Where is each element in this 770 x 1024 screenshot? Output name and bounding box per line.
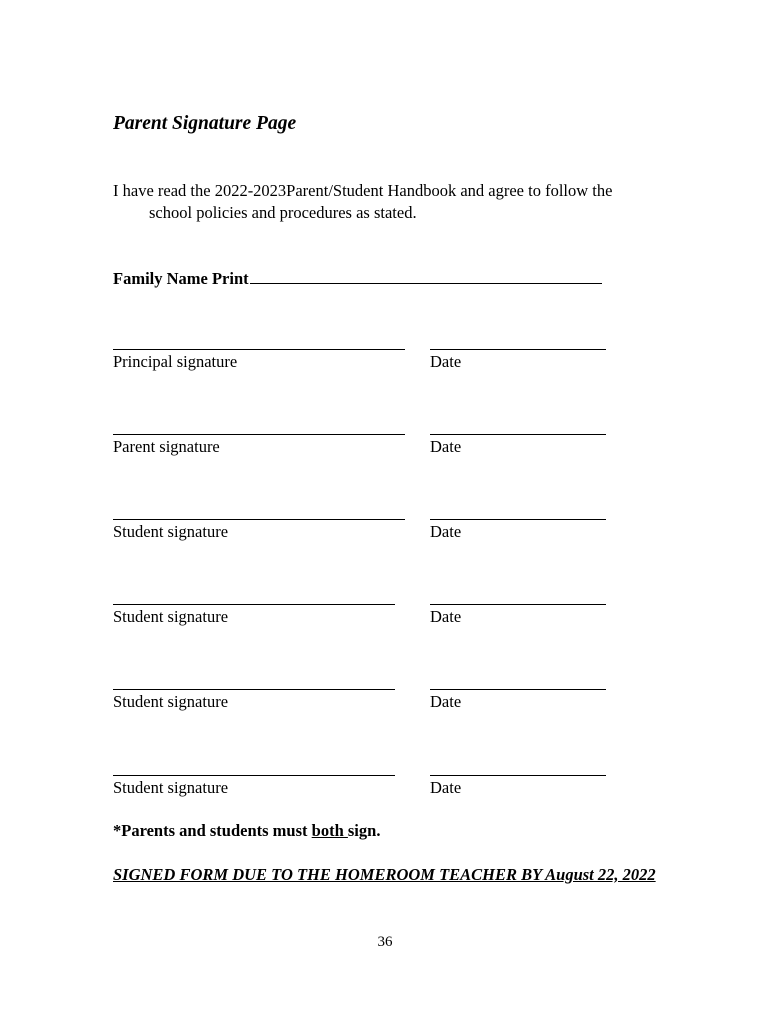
- signature-line[interactable]: [113, 519, 405, 520]
- date-label: Date: [430, 437, 462, 456]
- note-prefix: *Parents and students must: [113, 821, 312, 840]
- signature-label: Principal signature: [113, 352, 238, 371]
- date-label: Date: [430, 352, 462, 371]
- signature-line[interactable]: [113, 689, 395, 690]
- signature-line[interactable]: [113, 434, 405, 435]
- page-number: 36: [377, 934, 393, 950]
- family-name-line[interactable]: [250, 267, 602, 284]
- signature-label: Student signature: [113, 692, 229, 711]
- date-line[interactable]: [430, 519, 606, 520]
- family-name-field: [113, 267, 602, 289]
- intro-text-line-2: school policies and procedures as stated.: [149, 203, 417, 222]
- page-title: Parent Signature Page: [113, 113, 297, 134]
- intro-text-line-1: I have read the 2022-2023Parent/Student Handbook and agree to follow the: [113, 181, 613, 200]
- date-line[interactable]: [430, 434, 606, 435]
- signature-line[interactable]: [113, 604, 395, 605]
- signing-note: [113, 821, 380, 841]
- date-line[interactable]: [430, 604, 606, 605]
- date-label: Date: [430, 522, 462, 541]
- signature-line[interactable]: [113, 349, 405, 350]
- signature-label: Parent signature: [113, 437, 220, 456]
- note-emphasis: both: [311, 821, 348, 840]
- signature-line[interactable]: [113, 775, 395, 776]
- date-line[interactable]: [430, 349, 606, 350]
- date-label: Date: [430, 692, 462, 711]
- signature-label: Student signature: [113, 607, 229, 626]
- signature-label: Student signature: [113, 522, 229, 541]
- date-line[interactable]: [430, 689, 606, 690]
- note-suffix: sign.: [347, 821, 381, 840]
- date-label: Date: [430, 607, 462, 626]
- date-label: Date: [430, 778, 462, 797]
- date-line[interactable]: [430, 775, 606, 776]
- signature-label: Student signature: [113, 778, 229, 797]
- deadline-notice: SIGNED FORM DUE TO THE HOMEROOM TEACHER BY August 22, 2022: [113, 865, 656, 884]
- family-name-label: Family Name Print: [113, 269, 249, 288]
